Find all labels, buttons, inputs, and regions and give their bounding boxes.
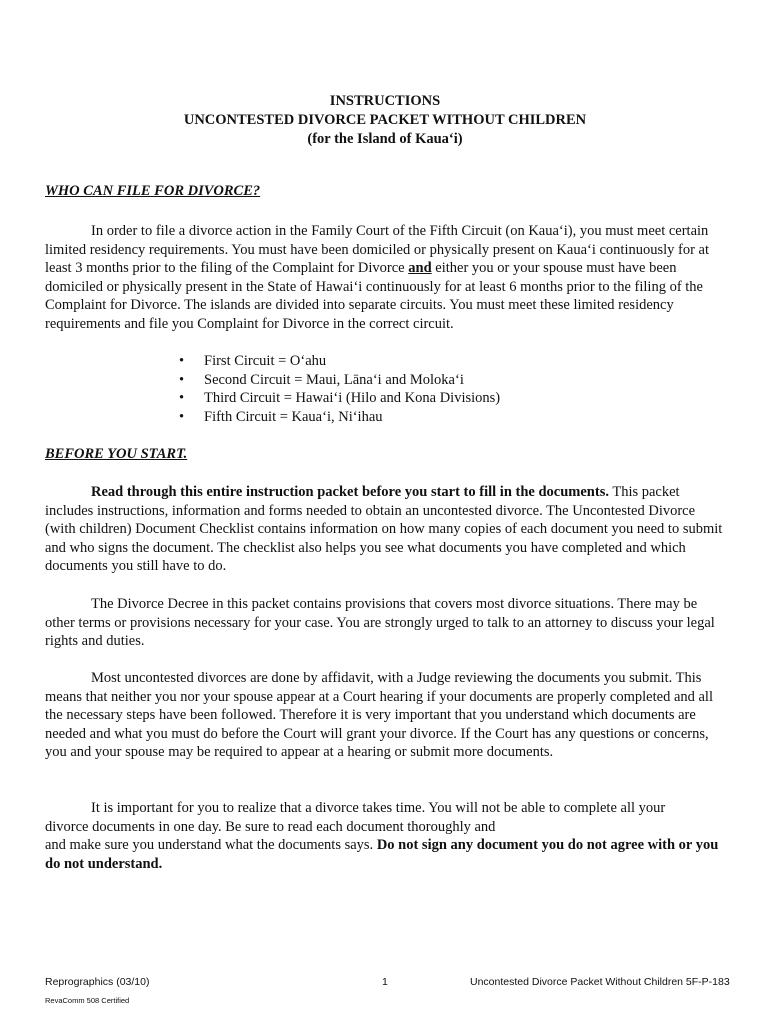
list-item: • First Circuit = O‘ahu	[178, 352, 500, 371]
takes-time-line-3: and make sure you understand what the documents says.	[45, 837, 377, 854]
title-line-3: (for the Island of Kaua‘i)	[307, 131, 463, 147]
takes-time-bold: Do not sign any document you do not agree with or you do not understand.	[45, 837, 719, 872]
takes-time-line-1: It is important for you to realize that a divorce takes time. You will not be able to complete all your	[91, 800, 666, 816]
circuit-list	[178, 352, 500, 426]
title-line-2: UNCONTESTED DIVORCE PACKET WITHOUT CHILDREN	[183, 112, 587, 128]
takes-time-line-2: divorce documents in one day. Be sure to read each document thoroughly and	[45, 818, 496, 835]
divorce-decree-text: The Divorce Decree in this packet contains provisions that covers most divorce situations. There may be other terms or provisions necessary for your case. You are strongly urged to talk to an attorney to discuss your legal rights and duties.	[45, 596, 715, 650]
list-item: • Third Circuit = Hawai‘i (Hilo and Kona Divisions)	[178, 389, 500, 408]
footer-certified: RevaComm 508 Certified	[45, 996, 130, 1005]
list-item: • Second Circuit = Maui, Lāna‘i and Moloka‘i	[178, 371, 500, 390]
footer-reprographics: Reprographics (03/10)	[45, 976, 150, 988]
footer-form-id: Uncontested Divorce Packet Without Children 5F-P-183	[470, 976, 730, 988]
paragraph-residency	[45, 222, 725, 334]
affidavit-text: Most uncontested divorces are done by affidavit, with a Judge reviewing the documents you submit. This means that neither you nor your spouse appear at a Court hearing if your documents are properly completed and all the necessary steps have been followed. Therefore it is very important that you understand which documents are needed and what you must do before the Court will grant your divorce. If the Court has any questions or concerns, you and your spouse may be required to appear at a hearing or submit more documents.	[45, 670, 713, 761]
footer-page-number: 1	[382, 976, 388, 988]
paragraph-read-through	[45, 483, 725, 576]
residency-and: and	[408, 260, 432, 277]
title-line-1: INSTRUCTIONS	[329, 93, 441, 109]
residency-text-b: either you or your spouse must have been domiciled or physically present in the State of Hawai‘i continuously for at least 6 months prior to the filing of the Complaint for Divorce. The islands are divided into separate circuits. You must meet these limited residency requirements and file you Complaint for Divorce in the correct circuit.	[45, 260, 703, 332]
paragraph-takes-time	[45, 799, 725, 873]
read-through-text: This packet includes instructions, information and forms needed to obtain an uncontested divorce. The Uncontested Divorce (with children) Document Checklist contains information on how many copies of each document you need to submit and who signs the document. The checklist also helps you see what documents you have completed and which documents you still have to do.	[45, 484, 723, 575]
heading-before-you-start: BEFORE YOU START.	[45, 446, 188, 462]
paragraph-affidavit	[45, 669, 725, 762]
residency-text-a: In order to file a divorce action in the Family Court of the Fifth Circuit (on Kaua‘i), you must meet certain limited residency requirements. You must have been domiciled or physically present on Kaua‘i continuously for at least 3 months prior to the filing of the Complaint for Divorce	[45, 223, 710, 277]
paragraph-divorce-decree	[45, 595, 725, 651]
heading-who-can-file: WHO CAN FILE FOR DIVORCE?	[45, 183, 261, 199]
list-item: • Fifth Circuit = Kaua‘i, Ni‘ihau	[178, 408, 500, 427]
read-through-bold: Read through this entire instruction packet before you start to fill in the documents.	[91, 484, 609, 500]
document-title	[0, 92, 770, 149]
